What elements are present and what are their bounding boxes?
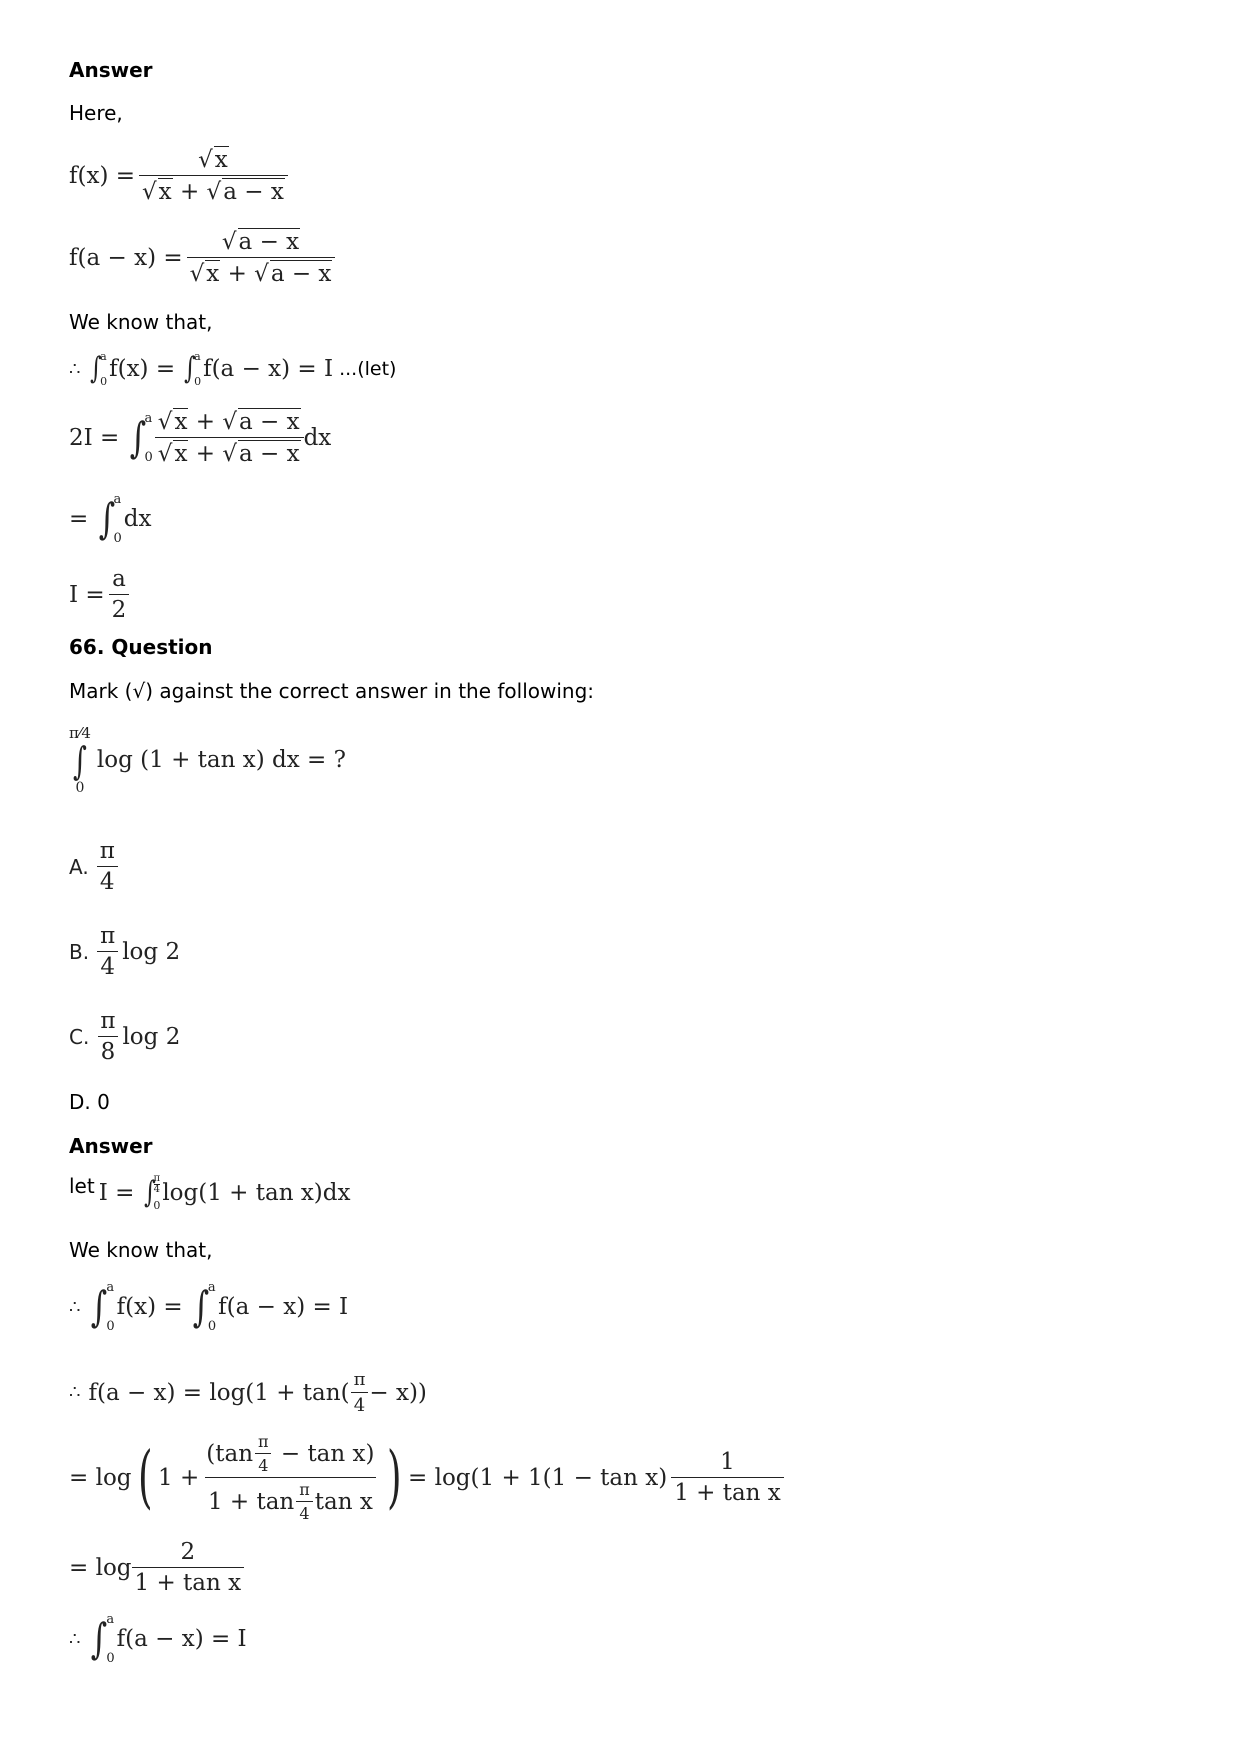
option-c[interactable]: C. $\frac{\pi}{8}$ log 2 — [69, 1008, 181, 1065]
equation-int-dx: = ∫ a 0 dx — [69, 492, 152, 546]
equation-final: ∴ ∫ a 0 f(a − x) = I — [69, 1612, 247, 1666]
question-heading: 66. Question — [69, 635, 213, 659]
equation-2i: 2I = ∫ a 0 $\frac{√x + √a - x}{√x + √a - x}$ dx — [69, 409, 332, 467]
equation-integral-property-2: ∴ ∫ a 0 f(x) = ∫ a 0 f(a − x) = I — [69, 1280, 349, 1334]
equation-fx: f(x) = $\frac{√x}{√x + √a - x}$ — [69, 146, 292, 205]
equation-expand: = log ( 1 + ( tan $\frac{\pi}{4}$ − tan x ) 1 + tan $\frac{\pi}{4}$ tan x ) = log(1 + 1(1 − tan x) $\frac{1}{\text{1 + tan x}}$ — [69, 1432, 788, 1523]
equation-f-a-minus-x: ∴ f(a − x) = log(1 + tan( $\frac{\pi}{4}$ − x)) — [69, 1369, 427, 1416]
let-equation: let I = ∫ π 4 0 log(1 + tan x)dx — [69, 1173, 351, 1212]
equation-integral-property: ∴ ∫ a 0 f(x) = ∫ a 0 f(a − x) = I ...(let) — [69, 350, 397, 388]
equation-fax: f(a − x) = $\frac{√a - x}{√x + √a - x}$ — [69, 228, 339, 287]
answer-heading-2: Answer — [69, 1134, 153, 1158]
equation-log-2: = log $\frac{2}{\text{1 + tan x}}$ — [69, 1539, 248, 1596]
we-know-text-2: We know that, — [69, 1238, 213, 1262]
question-prompt: Mark (√) against the correct answer in the following: — [69, 679, 595, 703]
option-b[interactable]: B. $\frac{\pi}{4}$ log 2 — [69, 923, 181, 980]
option-d[interactable]: D. 0 — [69, 1090, 110, 1114]
here-text: Here, — [69, 101, 123, 125]
answer-heading: Answer — [69, 58, 153, 82]
question-integral: π⁄4 ∫ 0 log (1 + tan x) dx = ? — [69, 724, 346, 796]
option-a[interactable]: A. $\frac{\pi}{4}$ — [69, 838, 122, 895]
integral-upper-limit: π⁄4 — [69, 724, 91, 742]
we-know-text: We know that, — [69, 310, 213, 334]
equation-i-result: I = $\frac{a}{2}$ — [69, 566, 133, 623]
